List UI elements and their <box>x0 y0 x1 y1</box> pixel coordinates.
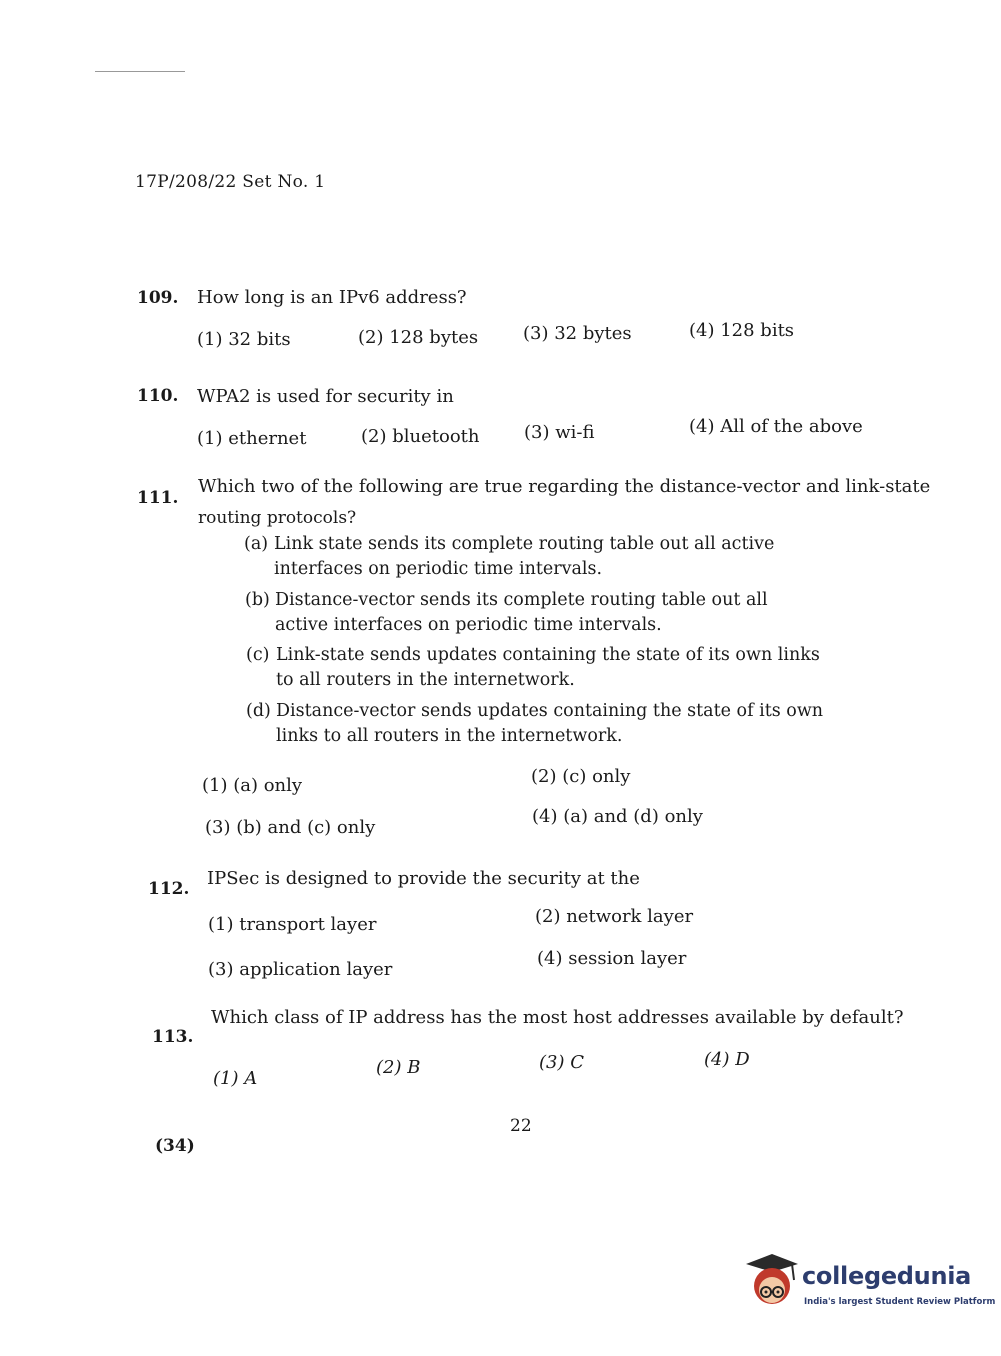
question-text-line2: routing protocols? <box>198 508 357 528</box>
option-2: (2) 128 bytes <box>358 327 479 348</box>
collegedunia-mascot-icon <box>742 1250 802 1312</box>
question-text: WPA2 is used for security in <box>197 386 454 407</box>
question-text: How long is an IPv6 address? <box>197 287 467 308</box>
option-2: (2) network layer <box>535 906 694 927</box>
statement-label: (b) <box>245 590 270 610</box>
page-number: 22 <box>510 1116 532 1136</box>
question-text-line1: Which two of the following are true regarding the distance-vector and link-state <box>198 476 931 497</box>
option-4: (4) All of the above <box>689 416 863 437</box>
option-3: (3) C <box>539 1052 584 1073</box>
option-4: (4) 128 bits <box>689 320 795 341</box>
statement-text: Link-state sends updates containing the state of its own links to all routers in the internetwork. <box>276 645 820 690</box>
statement-b <box>245 588 825 638</box>
question-number: 112. <box>148 879 190 899</box>
statement-a <box>244 532 824 582</box>
statement-text: Distance-vector sends its complete routing table out all active interfaces on periodic time intervals. <box>275 590 768 635</box>
option-1: (1) ethernet <box>197 428 307 449</box>
statement-label: (d) <box>246 701 271 721</box>
option-2: (2) bluetooth <box>361 426 480 447</box>
statement-d <box>246 699 826 749</box>
option-3: (3) wi-fi <box>524 422 595 443</box>
question-text: IPSec is designed to provide the security at the <box>207 868 640 889</box>
question-number: 109. <box>137 288 179 308</box>
option-4: (4) (a) and (d) only <box>532 806 703 827</box>
question-number: 111. <box>137 488 179 508</box>
statement-label: (c) <box>246 645 270 665</box>
option-1: (1) (a) only <box>202 775 303 796</box>
option-3: (3) application layer <box>208 959 393 980</box>
option-2: (2) B <box>376 1057 421 1078</box>
option-3: (3) 32 bytes <box>523 323 632 344</box>
statement-text: Link state sends its complete routing table out all active interfaces on periodic time intervals. <box>274 534 775 579</box>
question-text: Which class of IP address has the most host addresses available by default? <box>211 1007 904 1028</box>
brand-tagline: India's largest Student Review Platform <box>804 1297 996 1307</box>
option-3: (3) (b) and (c) only <box>205 817 376 838</box>
paper-code: 17P/208/22 Set No. 1 <box>135 172 326 192</box>
option-1: (1) transport layer <box>208 914 377 935</box>
question-number: 110. <box>137 386 179 406</box>
option-4: (4) D <box>704 1049 750 1070</box>
option-2: (2) (c) only <box>531 766 631 787</box>
brand-name: collegedunia <box>802 1262 972 1290</box>
question-number: 113. <box>152 1027 194 1047</box>
option-1: (1) 32 bits <box>197 329 291 350</box>
option-1: (1) A <box>213 1068 258 1089</box>
corner-number: (34) <box>155 1136 195 1156</box>
top-rule <box>95 71 185 72</box>
statement-c <box>246 643 826 693</box>
statement-label: (a) <box>244 534 269 554</box>
statement-text: Distance-vector sends updates containing the state of its own links to all routers in the internetwork. <box>276 701 824 746</box>
option-4: (4) session layer <box>537 948 687 969</box>
